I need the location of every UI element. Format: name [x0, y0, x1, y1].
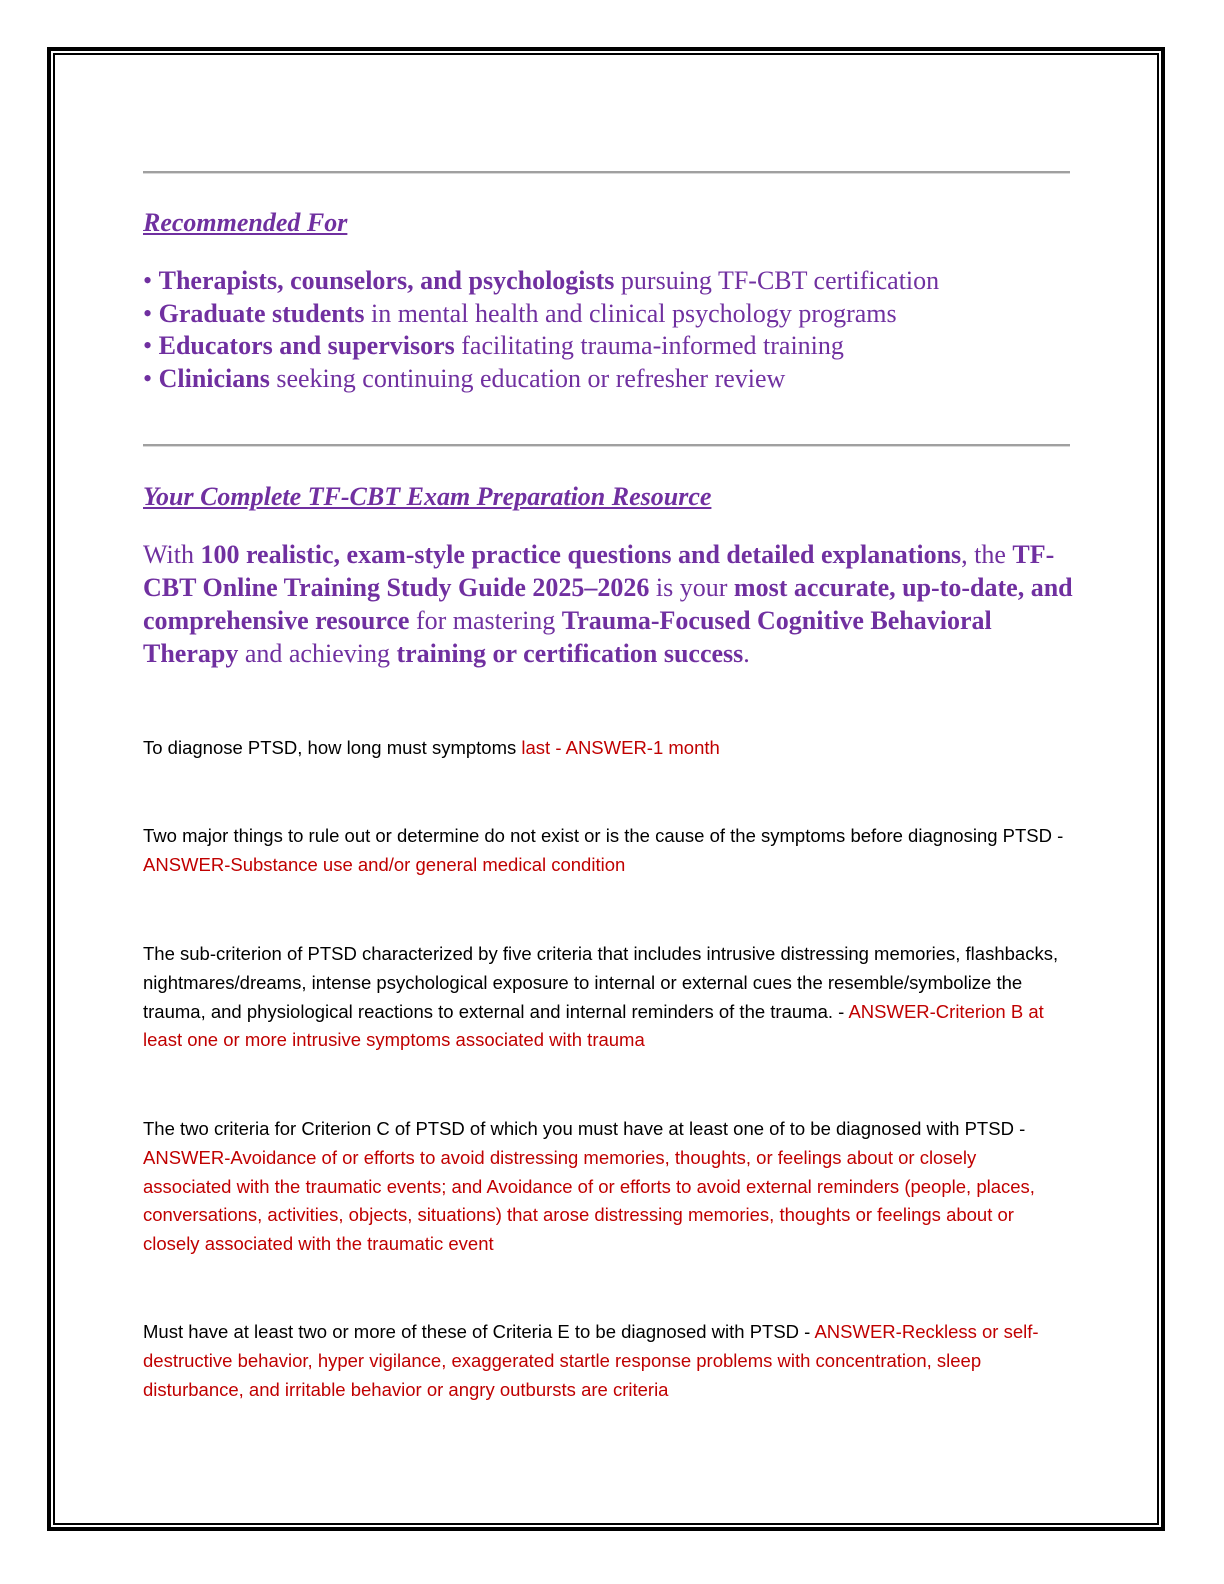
- qa-answer: ANSWER-Criterion B at least one or more intrusive symptoms associated with trauma: [143, 1000, 1044, 1051]
- intro-bold: 100 realistic, exam-style practice questions and detailed explanations: [200, 540, 962, 569]
- intro-text: and achieving: [238, 639, 397, 668]
- list-item-text: in mental health and clinical psychology programs: [364, 298, 897, 328]
- intro-bold: most accurate, up-to-date, and comprehensive resource: [143, 573, 1073, 635]
- qa-item: [143, 940, 1068, 1055]
- qa-item: [143, 822, 1068, 880]
- qa-answer: ANSWER-Avoidance of or efforts to avoid distressing memories, thoughts, or feelings about or closely associated with the traumatic events; and Avoidance of or efforts to avoid external reminders (people, places, conversations, activities, objects, situations) that arose distressing memories, thoughts or feelings about or closely associated with the traumatic event: [143, 1146, 1035, 1255]
- qa-question: Two major things to rule out or determine do not exist or is the cause of the symptoms before diagnosing PTSD -: [143, 825, 1064, 846]
- intro-text: for mastering: [409, 606, 562, 635]
- qa-question: The sub-criterion of PTSD characterized by five criteria that includes intrusive distressing memories, flashbacks, nightmares/dreams, intense psychological exposure to internal or external cues the resemble/symbolize the trauma, and physiological reactions to external and internal reminders of the trauma. -: [143, 943, 1059, 1022]
- list-item: [143, 265, 939, 298]
- intro-text: is your: [649, 573, 734, 602]
- bullet-glyph: •: [143, 331, 159, 360]
- bullet-glyph: •: [143, 363, 159, 393]
- bullet-glyph: •: [143, 266, 159, 295]
- horizontal-rule-top: [143, 171, 1070, 174]
- list-item-text: pursuing TF-CBT certification: [614, 266, 940, 295]
- list-item: [143, 363, 939, 396]
- list-item-bold: Graduate students: [158, 298, 365, 328]
- list-item: [143, 330, 939, 363]
- resource-intro-paragraph: [143, 538, 1073, 670]
- bullet-glyph: •: [143, 298, 159, 328]
- qa-answer: last - ANSWER-1 month: [521, 737, 720, 758]
- qa-item: [143, 734, 1068, 763]
- qa-question: The two criteria for Criterion C of PTSD of which you must have at least one of to be diagnosed with PTSD -: [143, 1118, 1026, 1139]
- intro-bold: training or certification success: [396, 639, 744, 668]
- intro-text: .: [743, 639, 750, 668]
- list-item-bold: Clinicians: [158, 363, 270, 393]
- intro-bold: TF-CBT Online Training Study Guide 2025–2026: [143, 540, 1055, 602]
- intro-text: , the: [961, 540, 1013, 569]
- qa-answer: ANSWER-Substance use and/or general medical condition: [143, 853, 626, 875]
- qa-item: [143, 1115, 1068, 1259]
- list-item-bold: Educators and supervisors: [158, 331, 455, 360]
- qa-item: [143, 1318, 1068, 1404]
- recommended-list: [143, 265, 939, 395]
- recommended-heading: Recommended For: [143, 208, 348, 237]
- intro-bold: Trauma-Focused Cognitive Behavioral Therapy: [143, 606, 992, 668]
- qa-answer: ANSWER-Reckless or self-destructive behavior, hyper vigilance, exaggerated startle response problems with concentration, sleep disturbance, and irritable behavior or angry outbursts are criteria: [143, 1321, 1039, 1400]
- intro-text: With: [143, 540, 201, 569]
- list-item-bold: Therapists, counselors, and psychologists: [158, 266, 615, 295]
- resource-heading: Your Complete TF-CBT Exam Preparation Resource: [143, 482, 712, 511]
- qa-question: To diagnose PTSD, how long must symptoms: [143, 737, 522, 758]
- horizontal-rule-middle: [143, 444, 1070, 447]
- list-item-text: facilitating trauma-informed training: [454, 331, 844, 360]
- list-item-text: seeking continuing education or refresher review: [269, 363, 786, 393]
- qa-question: Must have at least two or more of these of Criteria E to be diagnosed with PTSD -: [143, 1321, 815, 1342]
- list-item: [143, 298, 939, 331]
